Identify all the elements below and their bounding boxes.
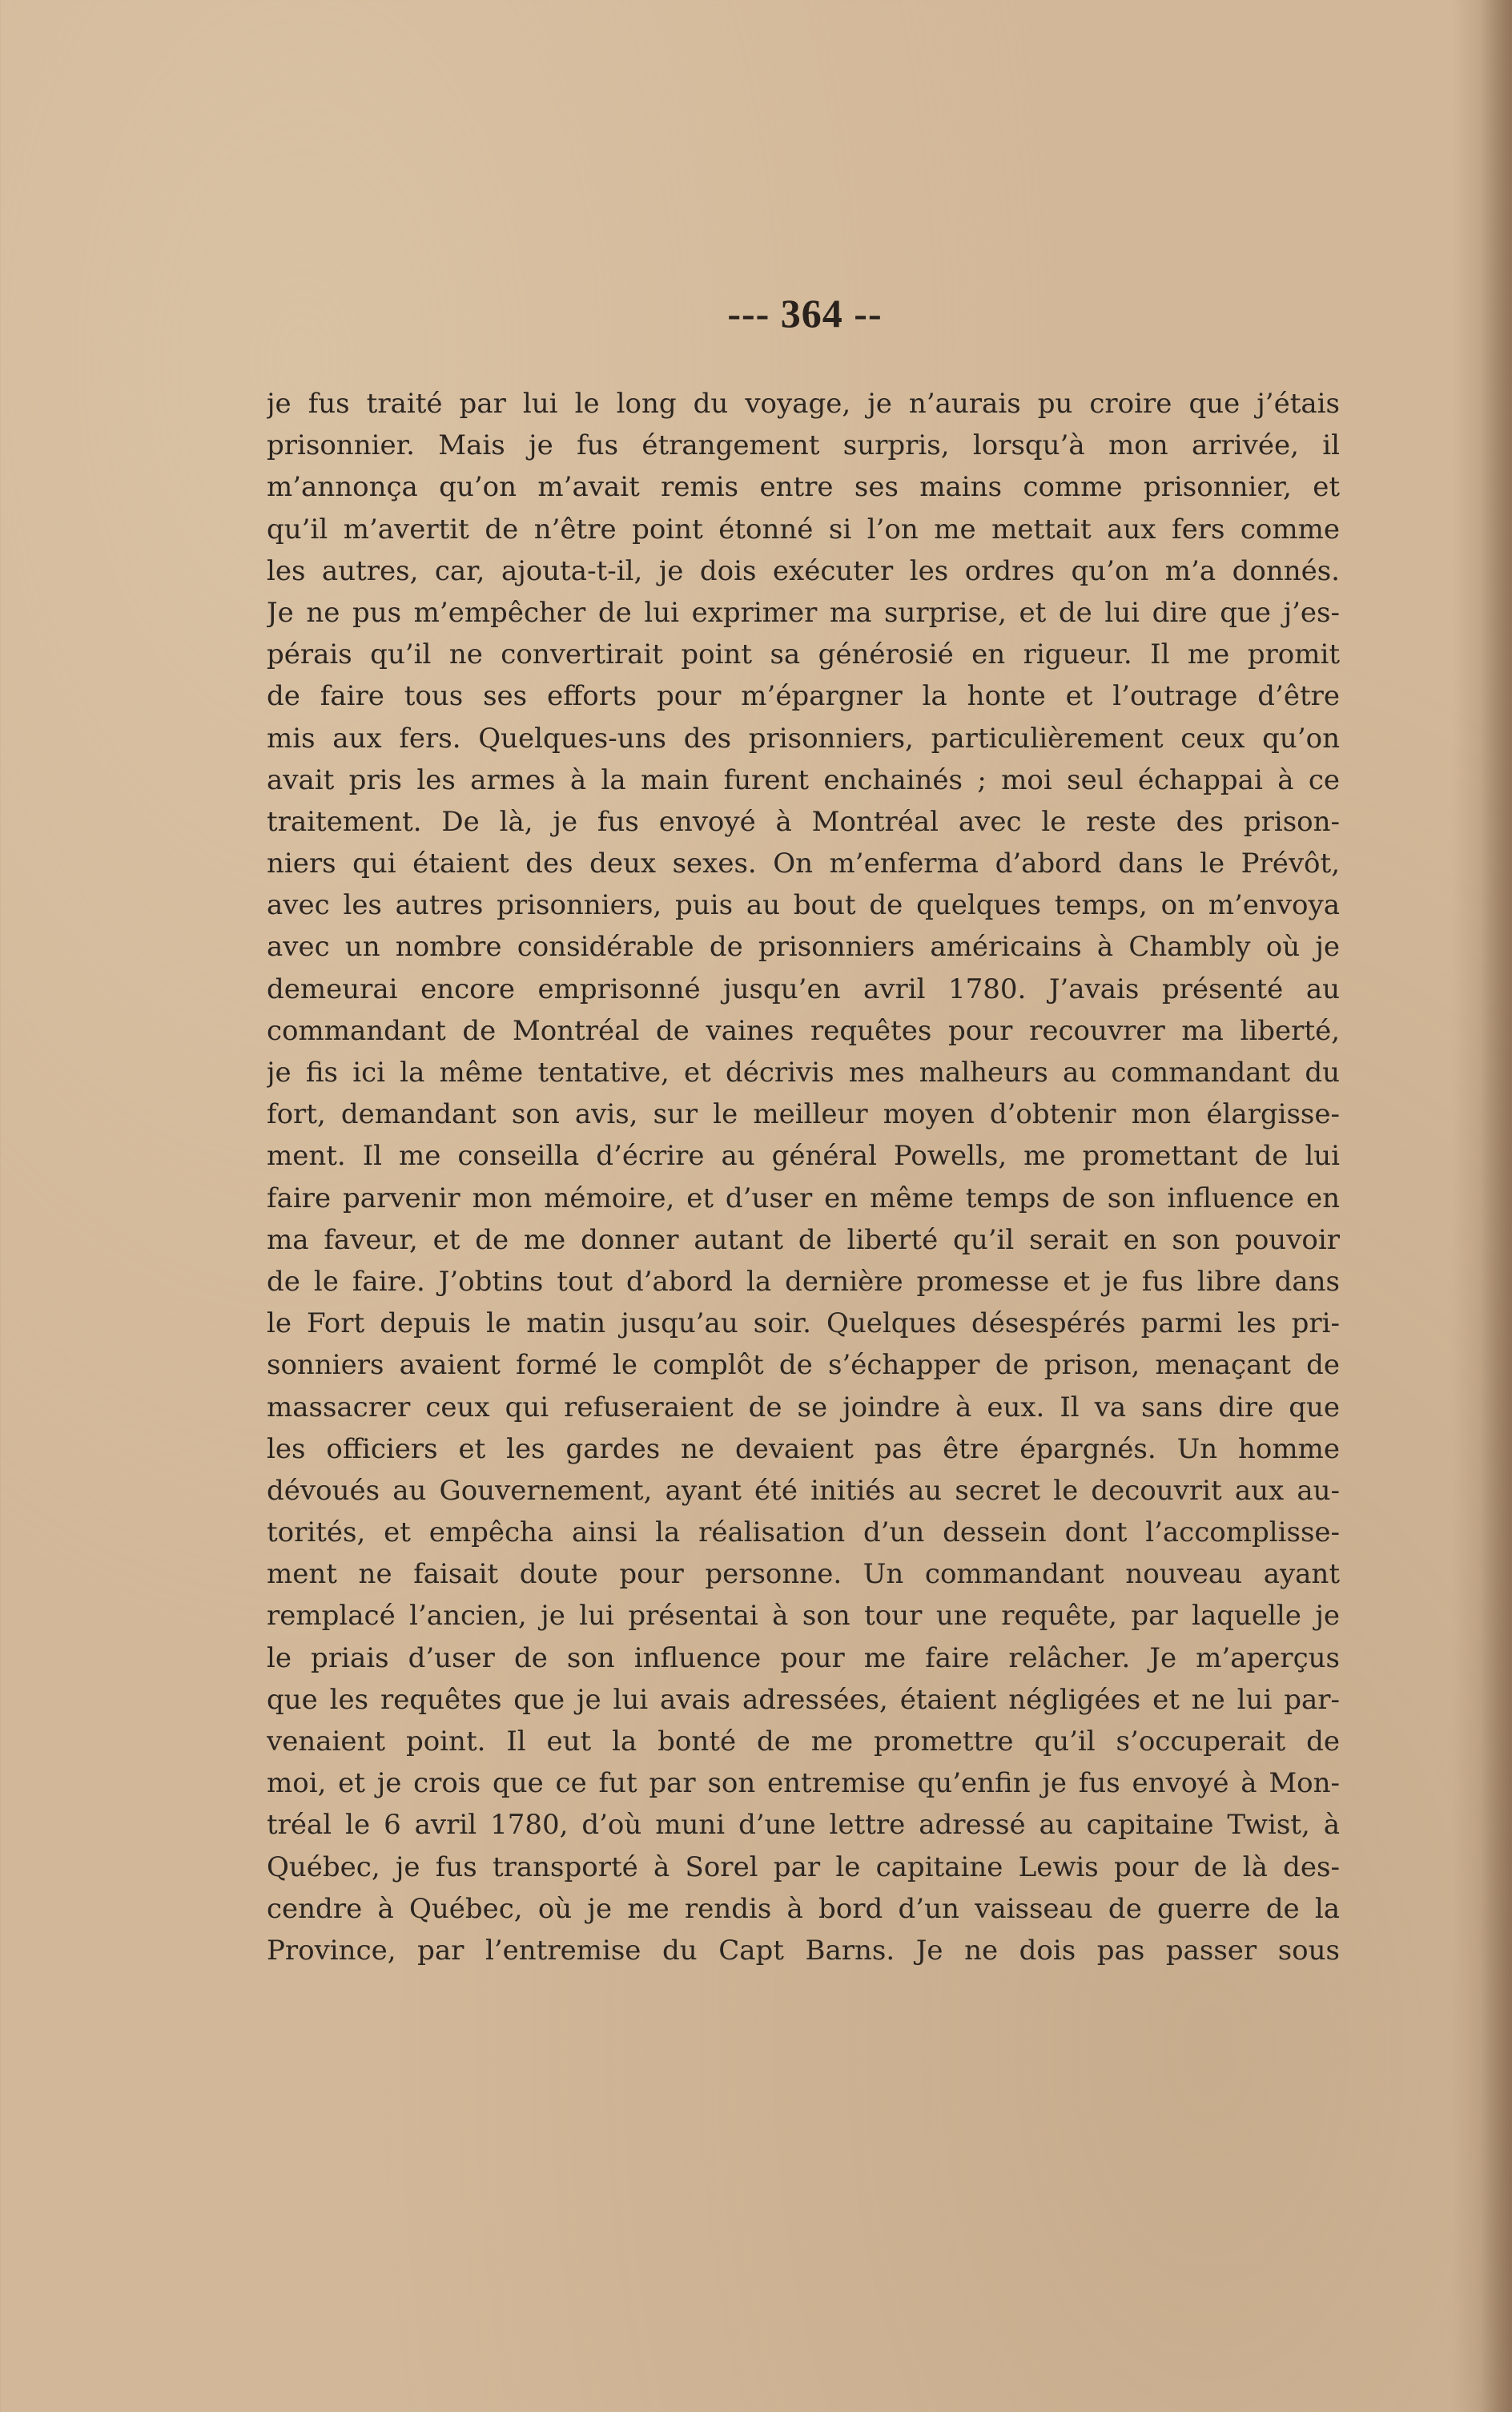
- text-line: Québec, je fus transporté à Sorel par le capitaine Lewis pour de là des-: [267, 1850, 1340, 1883]
- text-line: les autres, car, ajouta-t-il, je dois exécuter les ordres qu’on m’a donnés.: [267, 554, 1340, 587]
- text-line: tréal le 6 avril 1780, d’où muni d’une lettre adressé au capitaine Twist, à: [267, 1809, 1340, 1842]
- text-line: avec les autres prisonniers, puis au bout de quelques temps, on m’envoya: [267, 889, 1340, 922]
- body-text: [267, 383, 1340, 1971]
- text-line: Je ne pus m’empêcher de lui exprimer ma surprise, et de lui dire que j’es-: [267, 596, 1340, 629]
- page-edge-shadow: [1480, 0, 1512, 2412]
- text-line: sonniers avaient formé le complôt de s’échapper de prison, menaçant de: [267, 1349, 1340, 1382]
- text-line: je fis ici la même tentative, et décrivis mes malheurs au commandant du: [267, 1057, 1340, 1089]
- text-line: venaient point. Il eut la bonté de me promettre qu’il s’occuperait de: [267, 1725, 1340, 1758]
- text-line: ma faveur, et de me donner autant de liberté qu’il serait en son pouvoir: [267, 1223, 1340, 1256]
- text-line: le Fort depuis le matin jusqu’au soir. Quelques désespérés parmi les pri-: [267, 1307, 1340, 1340]
- text-line: prisonnier. Mais je fus étrangement surpris, lorsqu’à mon arrivée, il: [267, 429, 1340, 462]
- text-line: avait pris les armes à la main furent enchainés ; moi seul échappai à ce: [267, 763, 1340, 796]
- text-line: Province, par l’entremise du Capt Barns. Je ne dois pas passer sous: [267, 1934, 1340, 1967]
- text-line: m’annonça qu’on m’avait remis entre ses mains comme prisonnier, et: [267, 471, 1340, 504]
- text-line: ment ne faisait doute pour personne. Un commandant nouveau ayant: [267, 1558, 1340, 1591]
- text-line: que les requêtes que je lui avais adressées, étaient négligées et ne lui par-: [267, 1683, 1340, 1716]
- text-line: remplacé l’ancien, je lui présentai à son tour une requête, par laquelle je: [267, 1600, 1340, 1633]
- text-line: moi, et je crois que ce fut par son entremise qu’enfin je fus envoyé à Mon-: [267, 1767, 1340, 1800]
- text-line: je fus traité par lui le long du voyage, je n’aurais pu croire que j’étais: [267, 388, 1340, 420]
- text-line: mis aux fers. Quelques-uns des prisonniers, particulièrement ceux qu’on: [267, 722, 1340, 755]
- text-line: le priais d’user de son influence pour me faire relâcher. Je m’aperçus: [267, 1641, 1340, 1674]
- text-line: dévoués au Gouvernement, ayant été initiés au secret le decouvrit aux au-: [267, 1474, 1340, 1507]
- text-line: niers qui étaient des deux sexes. On m’enferma d’abord dans le Prévôt,: [267, 848, 1340, 880]
- text-line: pérais qu’il ne convertirait point sa générosié en rigueur. Il me promit: [267, 638, 1340, 671]
- text-line: demeurai encore emprisonné jusqu’en avril 1780. J’avais présenté au: [267, 972, 1340, 1005]
- text-line: qu’il m’avertit de n’être point étonné si l’on me mettait aux fers comme: [267, 513, 1340, 546]
- text-line: fort, demandant son avis, sur le meilleur moyen d’obtenir mon élargisse-: [267, 1098, 1340, 1131]
- text-line: avec un nombre considérable de prisonniers américains à Chambly où je: [267, 931, 1340, 964]
- text-line: les officiers et les gardes ne devaient pas être épargnés. Un homme: [267, 1432, 1340, 1465]
- text-line: de faire tous ses efforts pour m’épargner la honte et l’outrage d’être: [267, 680, 1340, 713]
- page-number: --- 364 --: [727, 291, 883, 336]
- text-line: cendre à Québec, où je me rendis à bord d’un vaisseau de guerre de la: [267, 1892, 1340, 1925]
- text-line: ment. Il me conseilla d’écrire au général Powells, me promettant de lui: [267, 1140, 1340, 1173]
- text-line: commandant de Montréal de vaines requêtes pour recouvrer ma liberté,: [267, 1014, 1340, 1047]
- text-line: torités, et empêcha ainsi la réalisation d’un dessein dont l’accomplisse-: [267, 1516, 1340, 1549]
- text-line: de le faire. J’obtins tout d’abord la dernière promesse et je fus libre dans: [267, 1265, 1340, 1298]
- text-line: faire parvenir mon mémoire, et d’user en même temps de son influence en: [267, 1182, 1340, 1214]
- text-line: massacrer ceux qui refuseraient de se joindre à eux. Il va sans dire que: [267, 1391, 1340, 1423]
- text-line: traitement. De là, je fus envoyé à Montréal avec le reste des prison-: [267, 805, 1340, 838]
